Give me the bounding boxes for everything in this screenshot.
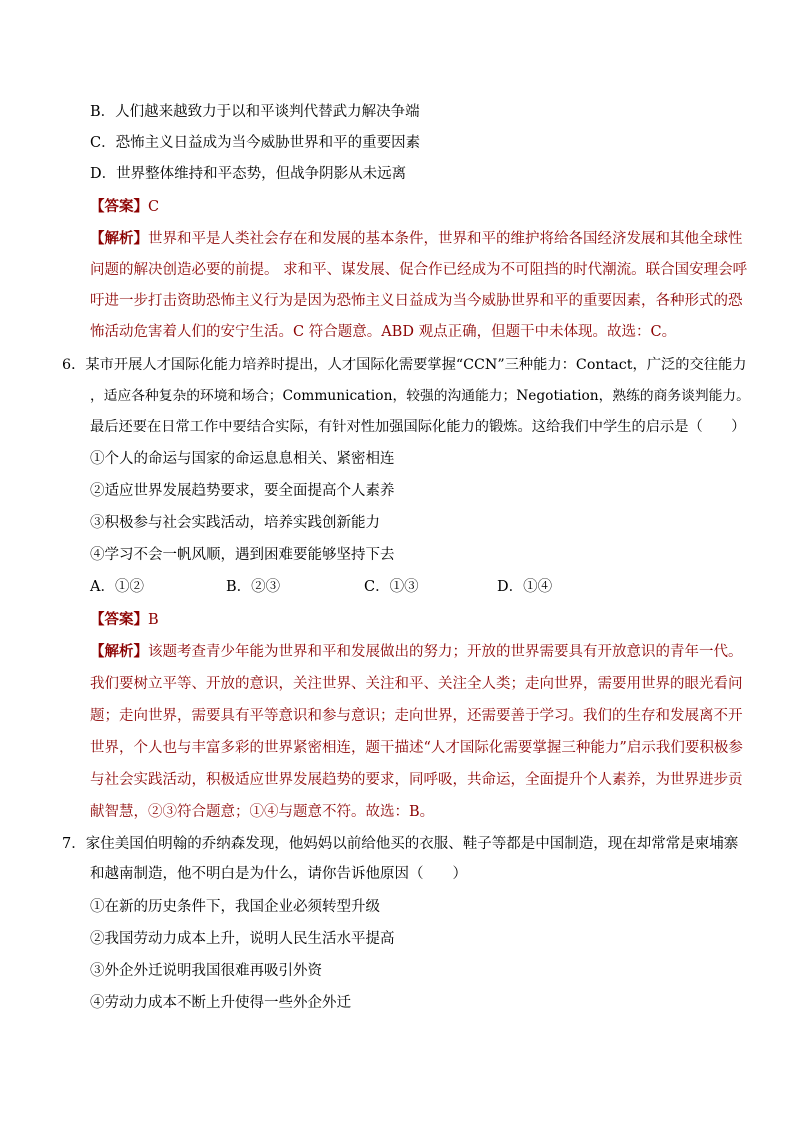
answer-value: B	[148, 612, 159, 628]
q6-statement: ④学习不会一帆风顺，遇到困难要能够坚持下去	[90, 547, 395, 563]
q6-statement: ②适应世界发展趋势要求，要全面提高个人素养	[90, 483, 395, 499]
answer-value: C	[148, 199, 160, 215]
q6-analysis-line: 世界，个人也与丰富多彩的世界紧密相连，题干描述“人才国际化需要掌握三种能力”启示我们要积极参	[90, 740, 743, 756]
q5-analysis-line: 吁进一步打击资助恐怖主义行为是因为恐怖主义日益成为当今威胁世界和平的重要因素，各种形式的恐	[90, 293, 743, 309]
q6-analysis-line: 献智慧，②③符合题意；①④与题意不符。故选：B。	[90, 804, 435, 820]
q6-stem-line: 6．某市开展人才国际化能力培养时提出，人才国际化需要掌握“CCN”三种能力：Contact，广泛的交往能力	[62, 357, 747, 373]
q6-choice-d: D．①④	[497, 579, 553, 595]
q7-stem-line: 和越南制造，他不明白是为什么，请你告诉他原因（ ）	[90, 866, 467, 882]
q5-analysis-line	[90, 229, 743, 249]
q7-statement: ④劳动力成本不断上升使得一些外企外迁	[90, 995, 351, 1011]
analysis-tag: 【解析】	[90, 230, 148, 247]
q7-stem-line: 7．家住美国伯明翰的乔纳森发现，他妈妈以前给他买的衣服、鞋子等都是中国制造，现在却常常是柬埔寨	[62, 836, 739, 852]
analysis-tag: 【解析】	[90, 643, 148, 660]
q5-option-b: B．人们越来越致力于以和平谈判代替武力解决争端	[90, 104, 420, 120]
q6-choice-b: B．②③	[226, 579, 281, 595]
q6-statement: ③积极参与社会实践活动，培养实践创新能力	[90, 515, 380, 531]
answer-tag: 【答案】	[90, 611, 148, 628]
q6-analysis-line	[90, 642, 743, 662]
q6-stem-line: ，适应各种复杂的环境和场合；Communication，较强的沟通能力；Negotiation，熟练的商务谈判能力。	[90, 388, 750, 404]
q5-answer	[90, 197, 159, 217]
q6-analysis-line: 题；走向世界，需要具有平等意识和参与意识；走向世界，还需要善于学习。我们的生存和发展离不开	[90, 708, 743, 724]
q7-statement: ②我国劳动力成本上升，说明人民生活水平提高	[90, 931, 395, 947]
q5-analysis-line: 问题的解决创造必要的前提。 求和平、谋发展、促合作已经成为不可阻挡的时代潮流。联合国安理会呼	[90, 262, 748, 278]
analysis-text: 该题考查青少年能为世界和平和发展做出的努力；开放的世界需要具有开放意识的青年一代。	[148, 644, 743, 660]
q6-statement: ①个人的命运与国家的命运息息相关、紧密相连	[90, 451, 395, 467]
q7-statement: ③外企外迁说明我国很难再吸引外资	[90, 963, 322, 979]
q7-statement: ①在新的历史条件下，我国企业必须转型升级	[90, 899, 380, 915]
q5-option-d: D．世界整体维持和平态势，但战争阴影从未远离	[90, 166, 407, 182]
q6-stem-line: 最后还要在日常工作中要结合实际，有针对性加强国际化能力的锻炼。这给我们中学生的启示是（ ）	[90, 419, 746, 435]
q6-choice-a: A．①②	[90, 579, 144, 595]
q6-analysis-line: 与社会实践活动，积极适应世界发展趋势的要求，同呼吸，共命运，全面提升个人素养，为世界进步贡	[90, 772, 743, 788]
q5-analysis-line: 怖活动危害着人们的安宁生活。C 符合题意。ABD 观点正确，但题干中未体现。故选：C。	[90, 324, 677, 340]
q5-option-c: C．恐怖主义日益成为当今威胁世界和平的重要因素	[90, 135, 421, 151]
analysis-text: 世界和平是人类社会存在和发展的基本条件，世界和平的维护将给各国经济发展和其他全球性	[148, 231, 743, 247]
q6-choice-c: C．①③	[364, 579, 419, 595]
q6-answer	[90, 610, 159, 630]
answer-tag: 【答案】	[90, 198, 148, 215]
q6-analysis-line: 我们要树立平等、开放的意识，关注世界、关注和平、关注全人类；走向世界，需要用世界的眼光看问	[90, 676, 743, 692]
